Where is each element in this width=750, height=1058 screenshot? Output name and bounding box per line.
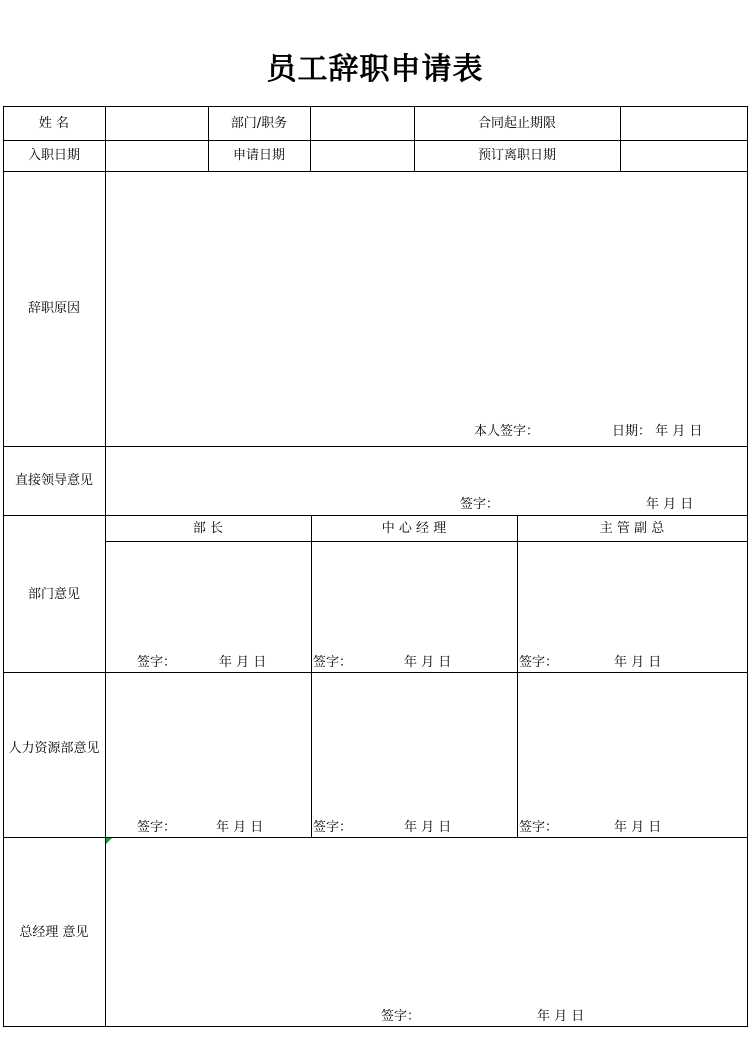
general-manager-opinion-label: 总经理 意见 [19,925,89,940]
contract-period-field[interactable] [621,107,747,140]
hr-date-label-2: 年 月 日 [404,820,452,835]
center-manager-date-label: 年 月 日 [404,655,452,670]
direct-leader-opinion-label: 直接领导意见 [14,473,93,488]
hr-opinion-field-1[interactable] [106,673,311,837]
hr-opinion-label: 人力资源部意见 [8,741,100,756]
department-position-label: 部门/职务 [230,116,288,131]
vice-president-date-label: 年 月 日 [614,655,662,670]
department-head-opinion-field[interactable] [106,542,311,672]
department-position-field[interactable] [311,107,414,140]
hr-signature-label-2: 签字： [313,820,353,835]
name-field[interactable] [106,107,208,140]
application-date-label: 申请日期 [232,148,285,163]
applicant-signature-label: 本人签字： [474,424,540,439]
planned-leave-date-label: 预订离职日期 [477,148,556,163]
resignation-reason-field[interactable] [106,172,747,446]
center-manager-opinion-field[interactable] [312,542,517,672]
general-manager-signature-label: 签字： [381,1009,421,1024]
center-manager-header: 中 心 经 理 [381,521,447,536]
hr-opinion-field-2[interactable] [312,673,517,837]
form-title: 员工辞职申请表 [266,52,484,87]
resignation-reason-label: 辞职原因 [27,301,80,316]
department-head-header: 部 长 [192,521,224,536]
table-border-bottom [3,1026,748,1027]
hr-signature-label-3: 签字： [519,820,559,835]
cell-comment-marker-icon [106,838,112,844]
planned-leave-date-field[interactable] [621,141,747,171]
entry-date-label: 入职日期 [27,148,80,163]
vice-president-header: 主 管 副 总 [599,521,665,536]
direct-leader-signature-label: 签字： [460,497,500,512]
general-manager-date-label: 年 月 日 [537,1009,585,1024]
table-border-right [747,106,748,1027]
center-manager-signature-label: 签字： [313,655,353,670]
row-divider [3,515,748,516]
entry-date-field[interactable] [106,141,208,171]
hr-date-label-1: 年 月 日 [216,820,264,835]
department-opinion-label: 部门意见 [27,587,80,602]
general-manager-opinion-field[interactable] [106,838,747,1026]
hr-date-label-3: 年 月 日 [614,820,662,835]
direct-leader-date-label: 年 月 日 [646,497,694,512]
hr-signature-label-1: 签字： [137,820,177,835]
department-head-signature-label: 签字： [137,655,177,670]
application-date-field[interactable] [311,141,414,171]
department-head-date-label: 年 月 日 [219,655,267,670]
hr-opinion-field-3[interactable] [518,673,747,837]
vice-president-opinion-field[interactable] [518,542,747,672]
contract-period-label: 合同起止期限 [477,116,556,131]
applicant-date-label: 日期： 年 月 日 [612,424,703,439]
vice-president-signature-label: 签字： [519,655,559,670]
name-label: 姓 名 [38,116,70,131]
table-border-left [3,106,4,1027]
